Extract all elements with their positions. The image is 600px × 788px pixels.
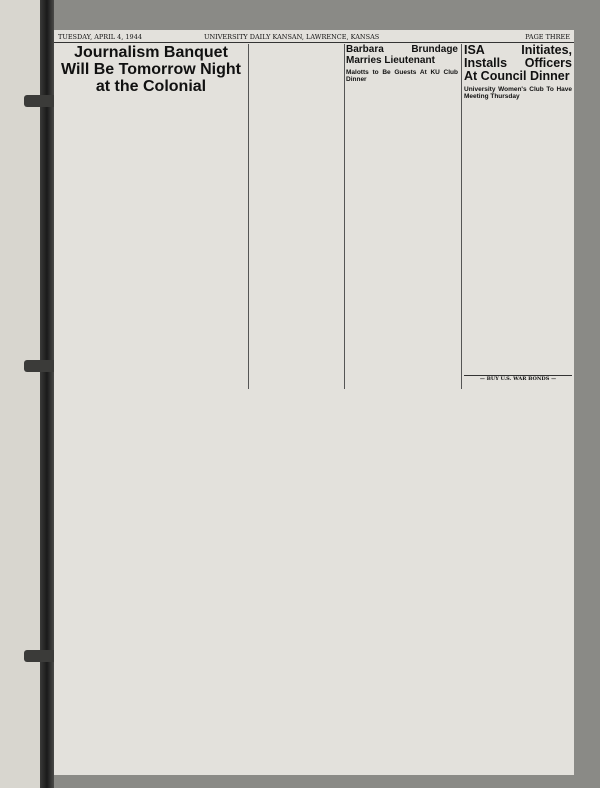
subhead: Malotts to Be Guests At KU Club Dinner xyxy=(346,69,458,83)
headline: Barbara Brundage Marries Lieutenant xyxy=(346,44,458,66)
masthead-page: PAGE THREE xyxy=(525,33,570,41)
subhead: University Women's Club To Have Meeting Thursday xyxy=(464,86,572,100)
masthead-date: TUESDAY, APRIL 4, 1944 xyxy=(58,33,142,41)
masthead-title: UNIVERSITY DAILY KANSAN, LAWRENCE, KANSAS xyxy=(204,33,380,41)
binder-spine xyxy=(40,0,54,788)
headline: Journalism Banquet Will Be Tomorrow Night at the Colonial xyxy=(61,44,241,95)
headline: ISA Initiates, Installs Officers At Council Dinner xyxy=(464,44,572,83)
newspaper-page-overlay xyxy=(54,30,574,775)
war-bonds-slug: — BUY U.S. WAR BONDS — xyxy=(464,375,572,382)
